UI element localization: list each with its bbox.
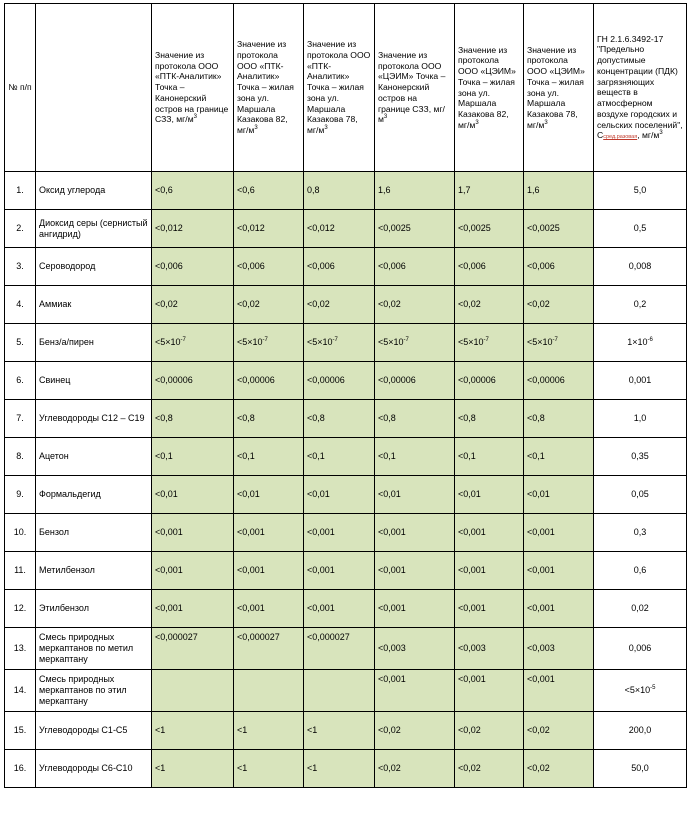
measured-value: <0,02	[524, 712, 594, 750]
measured-value: 0,8	[304, 172, 375, 210]
table-row	[5, 172, 687, 210]
table-row	[5, 362, 687, 400]
measured-value: <0,01	[375, 476, 455, 514]
pdk-value: $<5\times 10^{-5}$	[594, 670, 687, 712]
measured-value: $<5\times 10^{-7}$	[234, 324, 304, 362]
measured-value	[304, 670, 375, 712]
measured-value: <0,01	[152, 476, 234, 514]
measured-value: <0,001	[455, 514, 524, 552]
measured-value: <0,0025	[375, 210, 455, 248]
measured-value: <0,001	[455, 552, 524, 590]
substance-name: Ацетон	[36, 438, 152, 476]
table-row	[5, 552, 687, 590]
measured-value: <0,1	[304, 438, 375, 476]
row-number: 4.	[5, 286, 36, 324]
row-number: 3.	[5, 248, 36, 286]
header-ptk-kazakova-78: Значение из протокола ООО «ПТК-Аналитик» Точка – жилая зона ул. Маршала Казакова 78, $мг/м^3$	[304, 4, 375, 172]
pdk-value: $1\times 10^{-6}$	[594, 324, 687, 362]
measured-value	[152, 670, 234, 712]
table-row	[5, 712, 687, 750]
pdk-value: 5,0	[594, 172, 687, 210]
measured-value: <0,01	[524, 476, 594, 514]
substance-name: Свинец	[36, 362, 152, 400]
pdk-value: 200,0	[594, 712, 687, 750]
measured-value: <0,00006	[524, 362, 594, 400]
measured-value: <0,8	[524, 400, 594, 438]
measured-value: $<5\times 10^{-7}$	[152, 324, 234, 362]
measured-value: <0,02	[524, 750, 594, 788]
measured-value: <1	[234, 712, 304, 750]
measured-value: <0,02	[375, 750, 455, 788]
measured-value: <0,012	[152, 210, 234, 248]
pdk-value: 0,001	[594, 362, 687, 400]
table-row	[5, 248, 687, 286]
row-number: 16.	[5, 750, 36, 788]
row-number: 9.	[5, 476, 36, 514]
measured-value: <0,001	[152, 590, 234, 628]
measured-value: <0,001	[375, 590, 455, 628]
table-row	[5, 400, 687, 438]
measured-value: 1,6	[524, 172, 594, 210]
measured-value: <0,02	[375, 286, 455, 324]
pdk-value: 0,05	[594, 476, 687, 514]
substance-name: Смесь природных меркаптанов по метил меркаптану	[36, 628, 152, 670]
row-number: 8.	[5, 438, 36, 476]
header-tseim-kanonersky: Значение из протокола ООО «ЦЭИМ» Точка – Канонерский остров на границе СЗЗ, $мг/м^3$	[375, 4, 455, 172]
measured-value: <0,003	[455, 628, 524, 670]
measured-value: <0,0025	[455, 210, 524, 248]
measured-value: <0,02	[375, 712, 455, 750]
substance-name: Этилбензол	[36, 590, 152, 628]
measured-value: <0,8	[375, 400, 455, 438]
measured-value: <0,1	[375, 438, 455, 476]
substance-name: Метилбензол	[36, 552, 152, 590]
header-tseim-kazakova-82: Значение из протокола ООО «ЦЭИМ» Точка – жилая зона ул. Маршала Казакова 82, $мг/м^3$	[455, 4, 524, 172]
measured-value: <0,02	[152, 286, 234, 324]
measured-value: $<5\times 10^{-7}$	[304, 324, 375, 362]
measured-value: <0,00006	[152, 362, 234, 400]
header-ptk-kazakova-82: Значение из протокола ООО «ПТК-Аналитик» Точка – жилая зона ул. Маршала Казакова 82, $мг/м^3$	[234, 4, 304, 172]
header-ptk-kanonersky: Значение из протокола ООО «ПТК-Аналитик» Точка – Канонерский остров на границе СЗЗ, $мг/м^3$	[152, 4, 234, 172]
measured-value: <0,001	[524, 552, 594, 590]
measured-value: <0,001	[152, 552, 234, 590]
measured-value: <1	[152, 750, 234, 788]
measured-value: <0,001	[455, 670, 524, 712]
measured-value: <1	[304, 712, 375, 750]
measured-value: <0,012	[234, 210, 304, 248]
row-number: 14.	[5, 670, 36, 712]
measured-value: <0,001	[524, 670, 594, 712]
measured-value: <0,00006	[234, 362, 304, 400]
measured-value: <0,02	[234, 286, 304, 324]
measured-value: <0,001	[304, 514, 375, 552]
measured-value: <0,001	[234, 552, 304, 590]
measured-value: <0,00006	[455, 362, 524, 400]
substance-name: Формальдегид	[36, 476, 152, 514]
measured-value: 1,7	[455, 172, 524, 210]
table-row	[5, 590, 687, 628]
pdk-value: 0,2	[594, 286, 687, 324]
measured-value: <0,006	[304, 248, 375, 286]
row-number: 1.	[5, 172, 36, 210]
measured-value: <0,02	[524, 286, 594, 324]
header-row	[5, 4, 687, 172]
measured-value: <0,8	[304, 400, 375, 438]
measured-value: <0,006	[152, 248, 234, 286]
measured-value: <0,02	[455, 750, 524, 788]
measured-value: <0,8	[152, 400, 234, 438]
table-row	[5, 324, 687, 362]
measured-value: <0,000027	[152, 628, 234, 670]
pdk-value: 0,35	[594, 438, 687, 476]
measured-value: <0,00006	[304, 362, 375, 400]
measured-value: <0,006	[234, 248, 304, 286]
substance-name: Диоксид серы (сернистый ангидрид)	[36, 210, 152, 248]
header-num: № п/п	[5, 4, 36, 172]
measured-value: <0,006	[455, 248, 524, 286]
measured-value: <0,1	[455, 438, 524, 476]
table-body	[5, 172, 687, 788]
measured-value: <1	[304, 750, 375, 788]
measured-value: <0,001	[152, 514, 234, 552]
measured-value	[234, 670, 304, 712]
pdk-value: 0,6	[594, 552, 687, 590]
substance-name: Аммиак	[36, 286, 152, 324]
row-number: 15.	[5, 712, 36, 750]
measured-value: <0,6	[234, 172, 304, 210]
measured-value: <0,01	[234, 476, 304, 514]
substance-name: Сероводород	[36, 248, 152, 286]
table-row	[5, 750, 687, 788]
measured-value: <0,006	[524, 248, 594, 286]
measured-value: <0,001	[375, 552, 455, 590]
table-row	[5, 438, 687, 476]
substance-name: Углеводороды С1-С5	[36, 712, 152, 750]
measured-value: <1	[152, 712, 234, 750]
measured-value: <0,003	[375, 628, 455, 670]
measured-value: <0,001	[375, 514, 455, 552]
measured-value: <0,01	[304, 476, 375, 514]
table-row	[5, 514, 687, 552]
measured-value: <0,001	[524, 590, 594, 628]
measured-value: <0,01	[455, 476, 524, 514]
row-number: 13.	[5, 628, 36, 670]
measured-value: <0,8	[234, 400, 304, 438]
table-row	[5, 286, 687, 324]
substance-name: Оксид углерода	[36, 172, 152, 210]
row-number: 2.	[5, 210, 36, 248]
substance-name: Углеводороды С6-С10	[36, 750, 152, 788]
measured-value: <0,02	[455, 712, 524, 750]
pdk-value: 50,0	[594, 750, 687, 788]
substance-name: Смесь природных меркаптанов по этил меркаптану	[36, 670, 152, 712]
table-row	[5, 210, 687, 248]
measured-value: <0,001	[524, 514, 594, 552]
table-row	[5, 476, 687, 514]
measured-value: <0,000027	[234, 628, 304, 670]
measured-value: <0,003	[524, 628, 594, 670]
substance-name: Углеводороды С12 – С19	[36, 400, 152, 438]
measured-value: $<5\times 10^{-7}$	[455, 324, 524, 362]
pdk-value: 0,3	[594, 514, 687, 552]
row-number: 12.	[5, 590, 36, 628]
pdk-value: 0,008	[594, 248, 687, 286]
measured-value: <0,001	[234, 514, 304, 552]
row-number: 7.	[5, 400, 36, 438]
substance-name: Бенз/а/пирен	[36, 324, 152, 362]
substance-name: Бензол	[36, 514, 152, 552]
pdk-value: 0,006	[594, 628, 687, 670]
pdk-value: 0,5	[594, 210, 687, 248]
measured-value: <0,1	[524, 438, 594, 476]
measured-value: <0,6	[152, 172, 234, 210]
row-number: 11.	[5, 552, 36, 590]
measured-value: <0,001	[304, 552, 375, 590]
pollutant-table	[4, 3, 687, 788]
header-pdk-norm: ГН 2.1.6.3492-17 "Предельно допустимые концентрации (ПДК) загрязняющих веществ в атмосферном воздухе городских и сельских поселений", Ссред.разовая, $мг/м^3$	[594, 4, 687, 172]
measured-value: $<5\times 10^{-7}$	[375, 324, 455, 362]
measured-value: <0,02	[304, 286, 375, 324]
measured-value: <1	[234, 750, 304, 788]
pdk-value: 0,02	[594, 590, 687, 628]
measured-value: <0,1	[234, 438, 304, 476]
measured-value: <0,001	[304, 590, 375, 628]
measured-value: <0,006	[375, 248, 455, 286]
row-number: 6.	[5, 362, 36, 400]
table-row	[5, 670, 687, 712]
measured-value: <0,001	[455, 590, 524, 628]
measured-value: <0,0025	[524, 210, 594, 248]
measured-value: <0,012	[304, 210, 375, 248]
measured-value: <0,00006	[375, 362, 455, 400]
measured-value: <0,001	[234, 590, 304, 628]
measured-value: <0,1	[152, 438, 234, 476]
header-tseim-kazakova-78: Значение из протокола ООО «ЦЭИМ» Точка – жилая зона ул. Маршала Казакова 78, $мг/м^3$	[524, 4, 594, 172]
pdk-value: 1,0	[594, 400, 687, 438]
measured-value: <0,8	[455, 400, 524, 438]
measured-value: $<5\times 10^{-7}$	[524, 324, 594, 362]
measured-value: 1,6	[375, 172, 455, 210]
header-substance	[36, 4, 152, 172]
row-number: 5.	[5, 324, 36, 362]
measured-value: <0,000027	[304, 628, 375, 670]
row-number: 10.	[5, 514, 36, 552]
measured-value: <0,02	[455, 286, 524, 324]
measured-value: <0,001	[375, 670, 455, 712]
table-row	[5, 628, 687, 670]
